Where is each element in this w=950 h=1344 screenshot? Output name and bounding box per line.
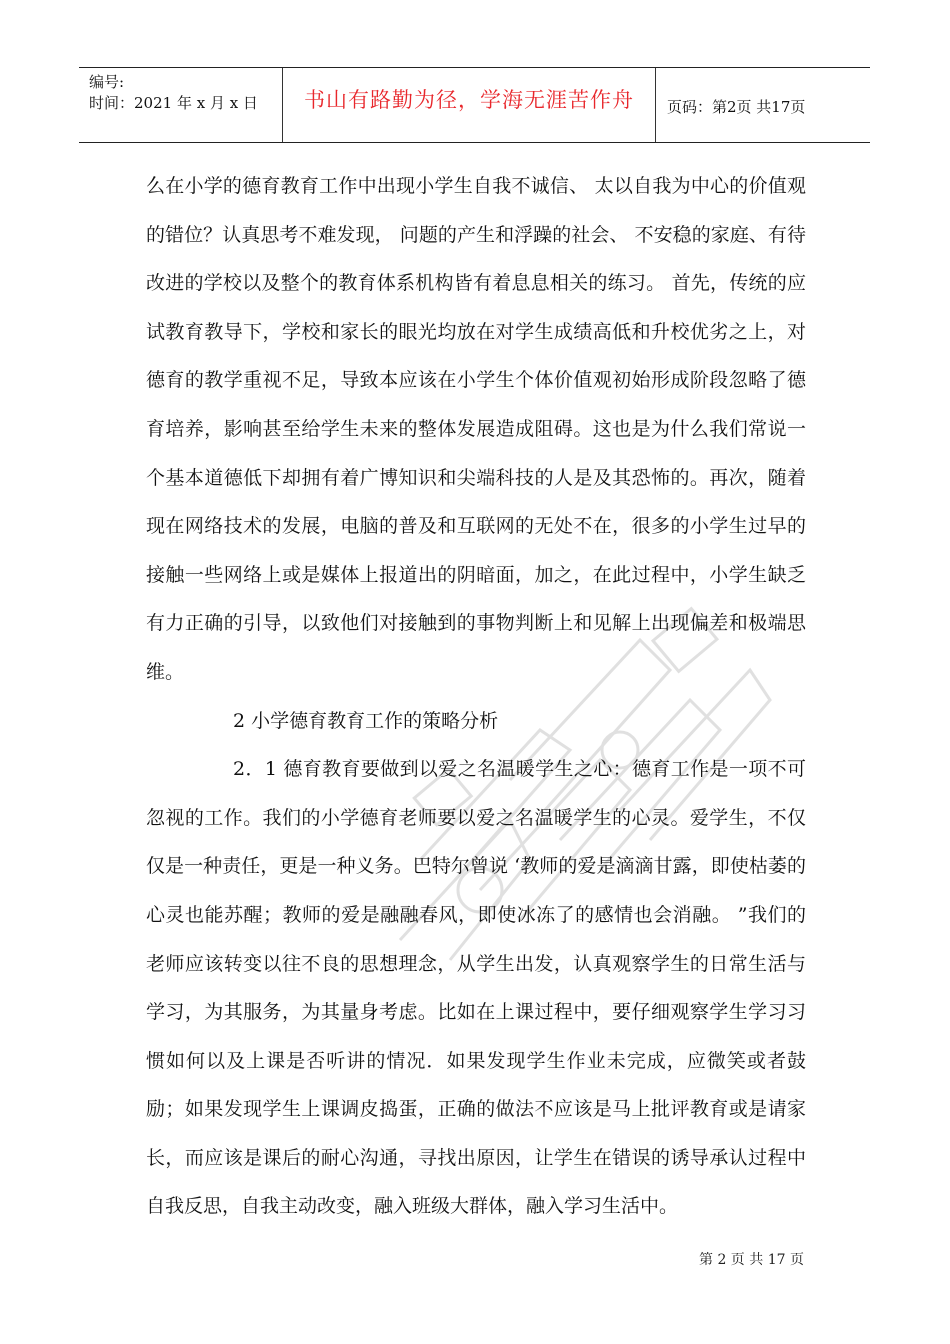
document-time-label: 时间：2021 年 x 月 x 日 <box>89 94 258 112</box>
header-page-number: 页码：第2页 共17页 <box>667 98 806 116</box>
document-body <box>146 162 806 1231</box>
header-divider <box>655 68 656 142</box>
body-paragraph: 2．1 德育教育要做到以爱之名温暖学生之心：德育工作是一项不可忽视的工作。我们的小学德育老师要以爱之名温暖学生的心灵。爱学生，不仅仅是一种责任，更是一种义务。巴特尔曾说 ‘教师的爱是滴滴甘露，即使枯萎的心灵也能苏醒；教师的爱是融融春风，即使冰冻了的感情也会消融。 ”我们的老师应该转变以往不良的思想理念，从学生出发，认真观察学生的日常生活与学习，为其服务，为其量身考虑。比如在上课过程中，要仔细观察学生学习习惯如何以及上课是否听讲的情况．如果发现学生作业未完成，应微笑或者鼓励；如果发现学生上课调皮捣蛋，正确的做法不应该是马上批评教育或是请家长，而应该是课后的耐心沟通，寻找出原因，让学生在错误的诱导承认过程中自我反思，自我主动改变，融入班级大群体，融入学习生活中。 <box>146 758 806 1218</box>
page-header <box>79 67 870 143</box>
document-number-label: 编号: <box>89 73 125 91</box>
header-motto: 书山有路勤为径，学海无涯苦作舟 <box>304 88 634 112</box>
page-footer: 第 2 页 共 17 页 <box>699 1252 804 1268</box>
header-meta <box>89 72 258 114</box>
section-heading: 2 小学德育教育工作的策略分析 <box>233 709 499 732</box>
body-paragraph: 么在小学的德育教育工作中出现小学生自我不诚信、 太以自我为中心的价值观的错位？认真思考不难发现， 问题的产生和浮躁的社会、 不安稳的家庭、有待改进的学校以及整个的教育体系机构皆有着息息相关的练习。 首先，传统的应试教育教导下，学校和家长的眼光均放在对学生成绩高低和升校优劣之上，对德育的教学重视不足，导致本应该在小学生个体价值观初始形成阶段忽略了德育培养，影响甚至给学生未来的整体发展造成阻碍。这也是为什么我们常说一个基本道德低下却拥有着广博知识和尖端科技的人是及其恐怖的。再次，随着现在网络技术的发展，电脑的普及和互联网的无处不在，很多的小学生过早的接触一些网络上或是媒体上报道出的阴暗面，加之，在此过程中，小学生缺乏有力正确的引导，以致他们对接触到的事物判断上和见解上出现偏差和极端思维。 <box>146 175 806 683</box>
